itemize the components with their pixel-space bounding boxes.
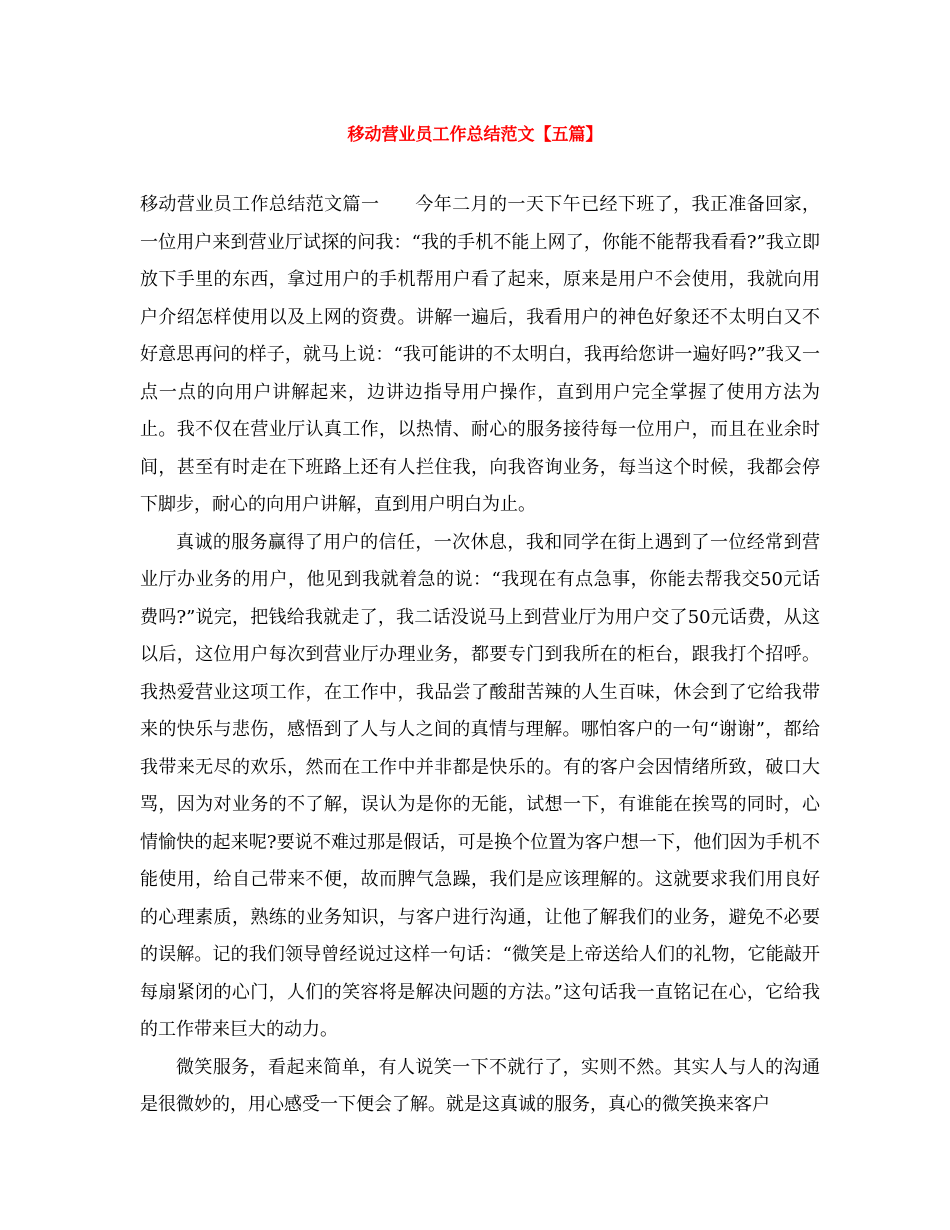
paragraph-1-text: 今年二月的一天下午已经下班了，我正准备回家，一位用户来到营业厅试探的问我：“我的手机不能上网了，你能不能帮我看看?”我立即放下手里的东西，拿过用户的手机帮用户看了起来，原来是用户不会使用，我就向用户介绍怎样使用以及上网的资费。讲解一遍后，我看用户的神色好象还不太明白又不好意思再问的样子，就马上说：“我可能讲的不太明白，我再给您讲一遍好吗?”我又一点一点的向用户讲解起来，边讲边指导用户操作，直到用户完全掌握了使用方法为止。我不仅在营业厅认真工作，以热情、耐心的服务接待每一位用户，而且在业余时间，甚至有时走在下班路上还有人拦住我，向我咨询业务，每当这个时候，我都会停下脚步，耐心的向用户讲解，直到用户明白为止。 xyxy=(140,194,821,515)
document-body xyxy=(140,186,820,1124)
paragraph-2: 真诚的服务赢得了用户的信任，一次休息，我和同学在街上遇到了一位经常到营业厅办业务的用户，他见到我就着急的说：“我现在有点急事，你能去帮我交50元话费吗?”说完，把钱给我就走了，我二话没说马上到营业厅为用户交了50元话费，从这以后，这位用户每次到营业厅办理业务，都要专门到我所在的柜台，跟我打个招呼。我热爱营业这项工作，在工作中，我品尝了酸甜苦辣的人生百味，休会到了它给我带来的快乐与悲伤，感悟到了人与人之间的真情与理解。哪怕客户的一句“谢谢”，都给我带来无尽的欢乐，然而在工作中并非都是快乐的。有的客户会因情绪所致，破口大骂，因为对业务的不了解，误认为是你的无能，试想一下，有谁能在挨骂的同时，心情愉快的起来呢?要说不难过那是假话，可是换个位置为客户想一下，他们因为手机不能使用，给自己带来不便，故而脾气急躁，我们是应该理解的。这就要求我们用良好的心理素质，熟练的业务知识，与客户进行沟通，让他了解我们的业务，避免不必要的误解。记的我们领导曾经说过这样一句话：“微笑是上帝送给人们的礼物，它能敲开每扇紧闭的心门，人们的笑容将是解决问题的方法。”这句话我一直铭记在心，它给我的工作带来巨大的动力。 xyxy=(140,531,820,1040)
document-title: 移动营业员工作总结范文【五篇】 xyxy=(347,125,603,145)
paragraph-3: 微笑服务，看起来简单，有人说笑一下不就行了，实则不然。其实人与人的沟通是很微妙的，用心感受一下便会了解。就是这真诚的服务，真心的微笑换来客户 xyxy=(140,1056,820,1115)
section-heading: 移动营业员工作总结范文篇一 xyxy=(140,194,380,215)
paragraph-1 xyxy=(140,186,820,524)
